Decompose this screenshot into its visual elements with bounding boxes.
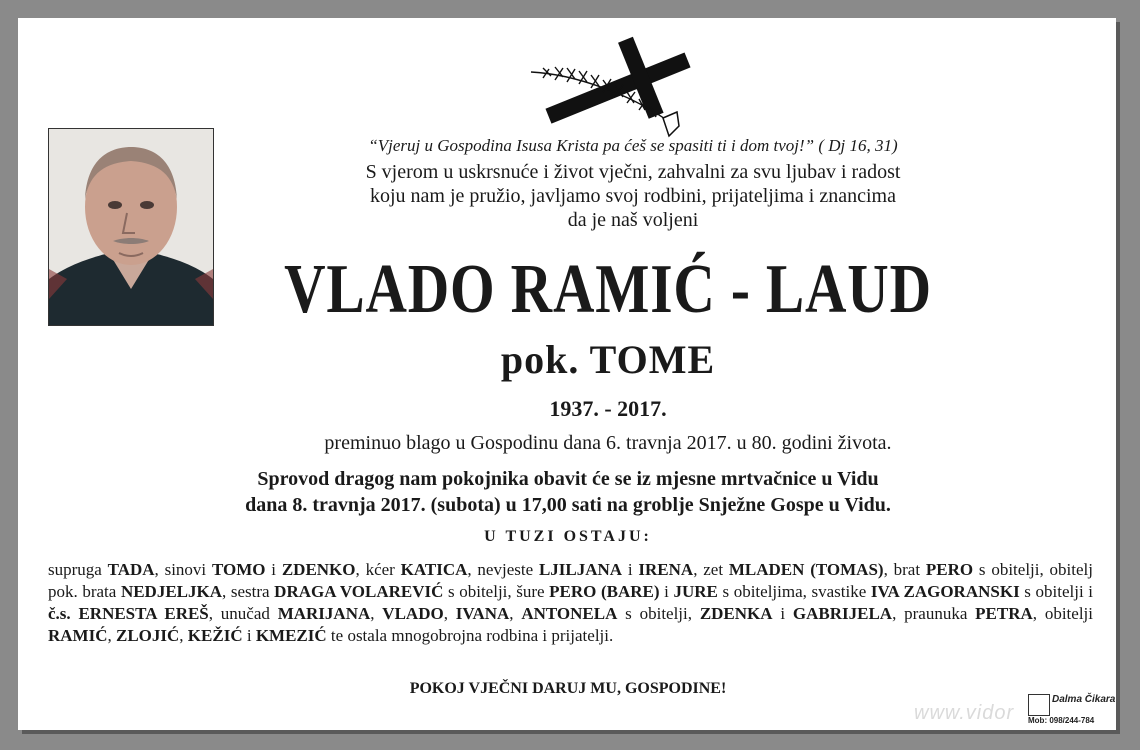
funeral-line: Sprovod dragog nam pokojnika obavit će se iz mjesne mrtvačnice u Vidu (257, 468, 879, 490)
mourner-text: , (509, 604, 522, 623)
mourner-text: i (265, 560, 282, 579)
mourner-text: , brat (883, 560, 926, 579)
mourner-name: PERO (BARE) (549, 582, 660, 601)
mourner-text: i (622, 560, 639, 579)
mourner-name: MARIJANA (277, 604, 371, 623)
intro-line: koju nam je pružio, javljamo svoj rodbini, prijateljima i znancima (370, 185, 896, 207)
mourner-name: č.s. ERNESTA EREŠ (48, 604, 209, 623)
mourner-text: s obitelji, šure (443, 582, 550, 601)
mourner-text: s obiteljima, svastike (717, 582, 871, 601)
mourner-name: ZDENKA (699, 604, 773, 623)
mourner-name: MLADEN (TOMAS) (728, 560, 884, 579)
intro-line: da je naš voljeni (567, 209, 699, 231)
life-years: 1937. - 2017. (549, 396, 667, 421)
mourner-name: IRENA (638, 560, 694, 579)
mourner-text: s obitelji, obitelj pok. brata (48, 560, 1093, 601)
mourner-name: DRAGA VOLAREVIĆ (274, 582, 444, 601)
mourner-name: JURE (673, 582, 718, 601)
funeral-home-logo (1028, 692, 1116, 728)
mourner-text: , kćer (355, 560, 401, 579)
mourner-name: ANTONELA (521, 604, 618, 623)
cross-with-palm-icon (523, 34, 698, 144)
mourner-text: , (107, 626, 116, 645)
death-notice: preminuo blago u Gospodinu dana 6. travnja 2017. u 80. godini života. (324, 432, 892, 454)
mourner-name: KATICA (400, 560, 468, 579)
mourner-name: KMEZIĆ (255, 626, 327, 645)
mourner-text: supruga (48, 560, 108, 579)
mourner-name: PERO (925, 560, 974, 579)
mourner-name: TOMO (211, 560, 266, 579)
mourner-name: KEŽIĆ (187, 626, 243, 645)
bible-quote: “Vjeruj u Gospodina Isusa Krista pa ćeš se spasiti ti i dom tvoj!” ( Dj 16, 31) (368, 136, 898, 155)
mourner-name: RAMIĆ (48, 626, 108, 645)
mourners-heading: U TUZI OSTAJU: (484, 528, 652, 545)
mourner-text: , sinovi (154, 560, 212, 579)
mourner-name: TADA (107, 560, 155, 579)
funeral-line: dana 8. travnja 2017. (subota) u 17,00 sati na groblje Snježne Gospe u Vidu. (245, 494, 891, 516)
mourner-name: GABRIJELA (792, 604, 893, 623)
father-name: pok. TOME (500, 337, 716, 382)
mourner-text: , (443, 604, 456, 623)
mourner-text: , (370, 604, 383, 623)
mourner-text: i (659, 582, 674, 601)
mourner-text: , sestra (222, 582, 275, 601)
mourner-name: ZDENKO (281, 560, 356, 579)
mourner-text: s obitelji, (617, 604, 700, 623)
mourner-name: ZLOJIĆ (116, 626, 180, 645)
mourner-text: , obitelji (1032, 604, 1093, 623)
intro-text (178, 160, 1088, 232)
mourner-text: , zet (693, 560, 729, 579)
logo-phone: Mob: 098/244-784 (1028, 716, 1095, 725)
mourner-name: PETRA (975, 604, 1033, 623)
mourner-text: i (242, 626, 256, 645)
closing-prayer: POKOJ VJEČNI DARUJ MU, GOSPODINE! (409, 680, 727, 697)
logo-brand: Dalma Čikara (1052, 694, 1116, 705)
mourner-text: , unučad (208, 604, 278, 623)
mourners-list (48, 559, 1093, 647)
mourner-name: LJILJANA (538, 560, 623, 579)
mourner-text: , (179, 626, 188, 645)
deceased-name: VLADO RAMIĆ - LAUD (284, 251, 932, 328)
mourner-name: IVA ZAGORANSKI (870, 582, 1020, 601)
logo-emblem-icon (1028, 694, 1050, 716)
mourner-name: VLADO (382, 604, 444, 623)
mourner-text: i (772, 604, 793, 623)
mourner-name: NEDJELJKA (120, 582, 223, 601)
mourner-text: , nevjeste (467, 560, 539, 579)
site-watermark: www.vidor (914, 702, 1015, 724)
mourner-text: te ostala mnogobrojna rodbina i prijatelji. (326, 626, 614, 645)
mourner-text: , praunuka (892, 604, 976, 623)
mourner-text: s obitelji i (1019, 582, 1093, 601)
obituary-card (18, 18, 1116, 730)
intro-line: S vjerom u uskrsnuće i život vječni, zahvalni za svu ljubav i radost (365, 161, 901, 183)
funeral-info (48, 466, 1088, 518)
mourner-name: IVANA (455, 604, 510, 623)
